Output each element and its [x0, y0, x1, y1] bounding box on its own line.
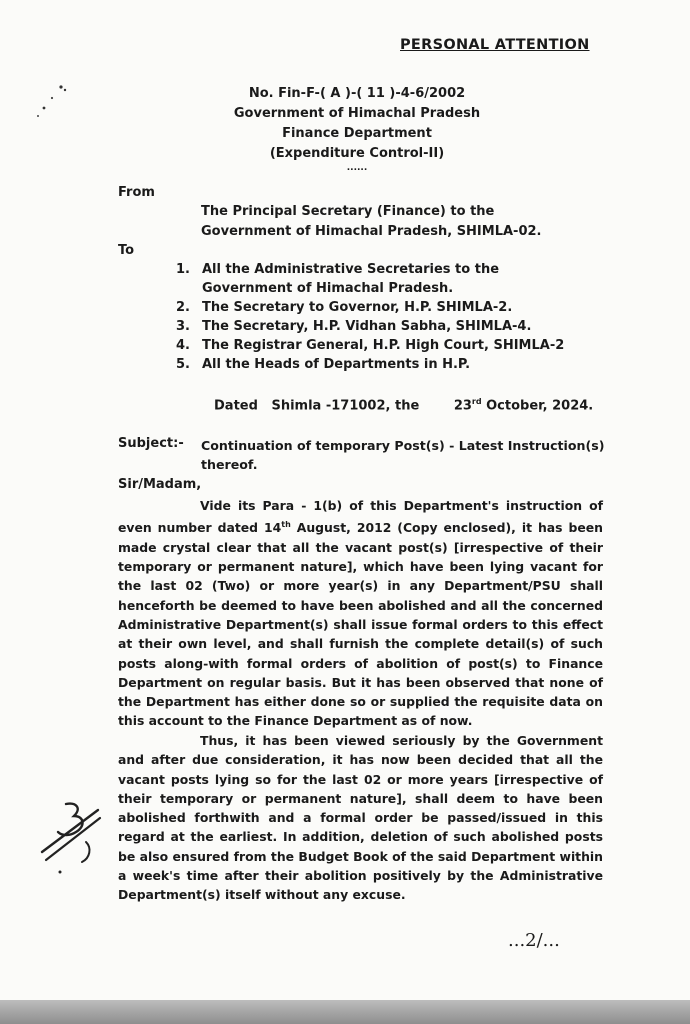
recipient-4: 4. The Registrar General, H.P. High Court, SHIMLA-2: [176, 338, 565, 353]
dated-line: Dated Shimla -171002, the 23rd October, 2024.: [214, 397, 594, 414]
section-name: (Expenditure Control-II): [269, 146, 445, 161]
department-name: Finance Department: [282, 126, 432, 141]
page-continuation-marker: ...2/...: [508, 930, 560, 951]
header-separator: ......: [346, 163, 368, 173]
subject-text: Continuation of temporary Post(s) - Latest Instruction(s) thereof.: [201, 438, 605, 472]
personal-attention-marking: PERSONAL ATTENTION: [400, 37, 590, 53]
recipient-5: 5. All the Heads of Departments in H.P.: [176, 357, 471, 372]
from-label: From: [118, 185, 155, 200]
recipient-1: 1. All the Administrative Secretaries to the: [176, 262, 500, 277]
government-name: Government of Himachal Pradesh: [233, 106, 481, 121]
recipient-1-cont: Government of Himachal Pradesh.: [202, 281, 454, 296]
recipient-3: 3. The Secretary, H.P. Vidhan Sabha, SHIMLA-4.: [176, 319, 532, 334]
handwritten-annotation: [36, 796, 106, 880]
from-line-1: The Principal Secretary (Finance) to the: [201, 204, 495, 219]
salutation: Sir/Madam,: [118, 477, 202, 492]
scan-bottom-edge: [0, 1000, 690, 1024]
from-line-2: Government of Himachal Pradesh, SHIMLA-02.: [201, 224, 542, 239]
subject-label: Subject:-: [118, 436, 184, 451]
reference-number: No. Fin-F-( A )-( 11 )-4-6/2002: [248, 86, 466, 101]
paragraph-1: Vide its Para - 1(b) of this Department's instruction of even number dated 14th August, 2012 (Copy enclosed), it has been made crystal clear that all the vacant post(s) [irrespective of their temporary or permanent nature], which have been lying vacant for the last 02 (Two) or more year(s) in any Department/PSU shall henceforth be deemed to have been abolished and all the concerned Administrative Department(s) shall issue formal orders to this effect at their own level, and shall furnish the complete detail(s) of such posts along-with formal orders of abolition of post(s) to Finance Department on regular basis. But it has been observed that none of the Department has either done so or supplied the requisite data on this account to the Finance Department as of now.: [118, 498, 603, 729]
recipient-2: 2. The Secretary to Governor, H.P. SHIMLA-2.: [176, 300, 513, 315]
to-label: To: [118, 243, 135, 258]
paragraph-2: Thus, it has been viewed seriously by the Government and after due consideration, it has now been decided that all the vacant posts lying so for the last 02 or more years [irrespective of their temporary or permanent nature], shall deem to have been abolished forthwith and a formal order be passed/issued in this regard at the earliest. In addition, deletion of such abolished posts be also ensured from the Budget Book of the said Department within a week's time after their abolition positively by the Administrative Department(s) itself without any excuse.: [118, 733, 603, 903]
